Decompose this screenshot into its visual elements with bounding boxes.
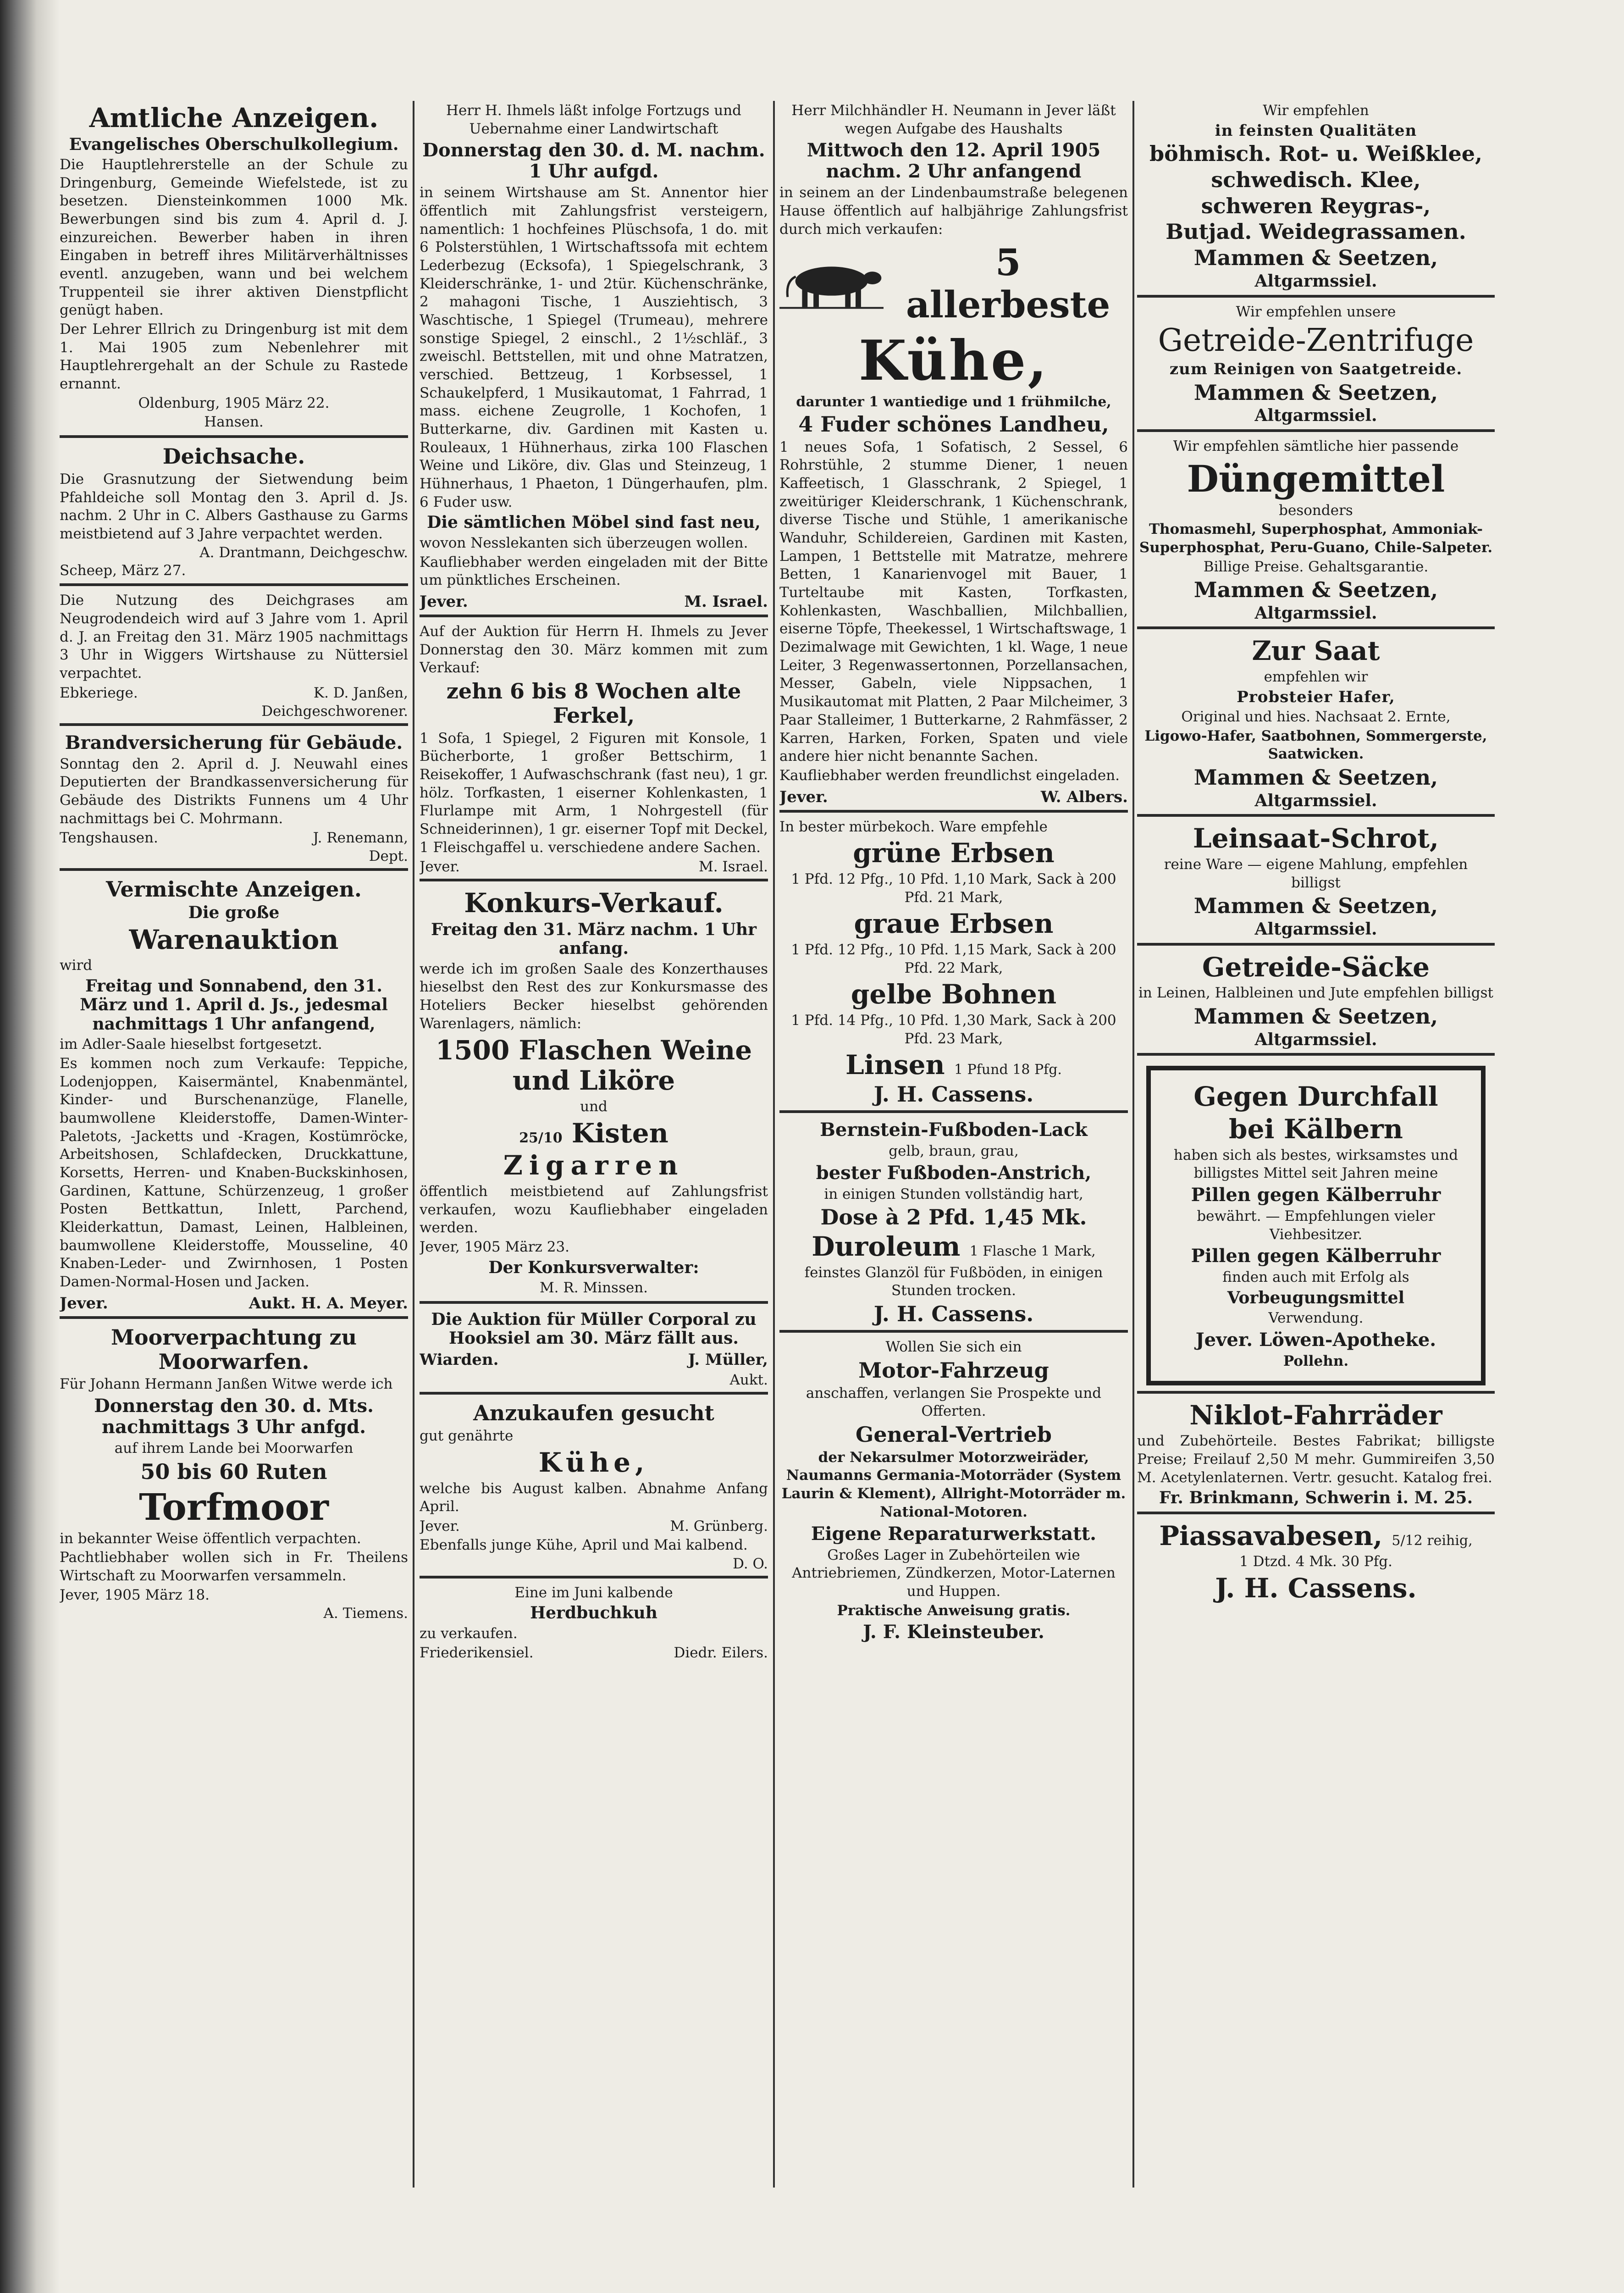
- ad-text: Auf der Auktion für Herrn H. Ihmels zu Jever Donnerstag den 30. März kommen mit zum Verkauf:: [420, 623, 768, 676]
- ad-deichsache: [60, 435, 408, 580]
- ad-headline: bester Fußboden-Anstrich,: [816, 1162, 1092, 1184]
- ad-section-title: Vermischte Anzeigen.: [106, 877, 362, 902]
- firm-name: Mammen & Seetzen,: [1193, 764, 1438, 790]
- ad-niklot: [1137, 1391, 1495, 1508]
- column-1: [60, 101, 408, 1625]
- ad-text: Thomasmehl, Superphosphat, Ammoniak-Superphosphat, Peru-Guano, Chile-Salpeter.: [1139, 521, 1493, 556]
- ad-text: gelb, braun, grau,: [889, 1142, 1019, 1159]
- ad-reference: D. O.: [733, 1555, 768, 1572]
- ad-text: Verwendung.: [1268, 1310, 1364, 1327]
- ad-signature-title: Deichgeschworener.: [261, 703, 408, 720]
- ad-subtitle: zum Reinigen von Saatgetreide.: [1169, 360, 1463, 379]
- ad-text: Für Johann Hermann Janßen Witwe werde ich: [60, 1376, 393, 1393]
- ad-konkurs: [420, 879, 768, 1297]
- ad-signature: J. Müller,: [688, 1351, 768, 1369]
- ad-signature-title: Aukt.: [729, 1372, 768, 1389]
- ad-text: wird: [60, 957, 93, 974]
- ad-title: Leinsaat-Schrot,: [1193, 823, 1439, 854]
- ad-headline: 50 bis 60 Ruten: [140, 1459, 327, 1484]
- ad-brandversicherung: [60, 723, 408, 865]
- ad-headline: Duroleum: [812, 1231, 961, 1263]
- ad-text: zu verkaufen.: [420, 1625, 518, 1642]
- firm-place: Altgarmssiel.: [1254, 406, 1377, 426]
- ad-signature: J. Renemann,: [313, 830, 408, 847]
- ad-neumann: [779, 102, 1128, 806]
- ad-signature: Diedr. Eilers.: [674, 1645, 768, 1662]
- ad-headline-big: Getreide-Zentrifuge: [1158, 322, 1474, 359]
- ad-text: Der Lehrer Ellrich zu Dringenburg ist mit dem 1. Mai 1905 zum Nebenlehrer mit Hauptlehrergehalt an der Schule zu Rastede ernannt.: [60, 321, 408, 393]
- ad-text: Sonntag den 2. April d. J. Neuwahl eines Deputierten der Brandkassenversicherung für Gebäude des Distrikts Funnens um 4 Uhr nachmittags bei C. Mohrmann.: [60, 755, 408, 827]
- ad-signature: A. Drantmann, Deichgeschw.: [199, 544, 408, 561]
- ad-place: Oldenburg, 1905 März 22.: [138, 394, 330, 411]
- ad-place: Jever.: [779, 787, 828, 806]
- ad-place: Wiarden.: [420, 1351, 499, 1369]
- ad-text: der Nekarsulmer Motorzweiräder, Naumanns Germania-Motorräder (System Laurin & Klement), Allright-Motorräder m. National-Motoren.: [781, 1449, 1126, 1520]
- ad-ferkel: [420, 615, 768, 875]
- ad-title: Gegen Durchfall: [1193, 1081, 1438, 1113]
- ad-text: gut genährte: [420, 1428, 514, 1445]
- ad-ihmels: [420, 102, 768, 611]
- ad-signature: A. Tiemens.: [323, 1605, 408, 1622]
- ad-subtitle: Die große: [188, 903, 280, 923]
- ad-subtitle: Evangelisches Oberschulkollegium.: [69, 134, 399, 154]
- ad-title: bei Kälbern: [1229, 1113, 1403, 1145]
- ad-headline: Eigene Reparaturwerkstatt.: [811, 1523, 1097, 1545]
- column-4: [1137, 101, 1495, 1607]
- ad-headline: 5 allerbeste: [906, 241, 1110, 327]
- ad-headline: Linsen: [845, 1049, 945, 1081]
- ad-place: Ebkeriege.: [60, 684, 138, 701]
- ad-motorfahrzeug: [779, 1330, 1128, 1643]
- column-2: [420, 101, 768, 1665]
- ad-date: Donnerstag den 30. d. M. nachm. 1 Uhr aufgd.: [422, 139, 765, 183]
- ad-signature: Aukt. H. A. Meyer.: [249, 1294, 408, 1313]
- ad-fussbodenlack: [779, 1110, 1128, 1326]
- ad-klee: [1137, 102, 1495, 291]
- ad-text: haben sich als bestes, wirksamstes und billigstes Mittel seit Jahren meine: [1173, 1146, 1458, 1182]
- ad-text: in Leinen, Halbleinen und Jute empfehlen billigst: [1138, 985, 1493, 1002]
- column-rule: [773, 101, 775, 2188]
- ad-signature: J. H. Cassens.: [873, 1081, 1034, 1107]
- ad-text: Ebenfalls junge Kühe, April und Mai kalbend.: [420, 1537, 748, 1554]
- ad-herdbuchkuh: [420, 1576, 768, 1662]
- firm-place: Altgarmssiel.: [1254, 919, 1377, 939]
- ad-price: Dose à 2 Pfd. 1,45 Mk.: [820, 1205, 1087, 1230]
- ad-text: Wir empfehlen unsere: [1236, 303, 1396, 320]
- ad-price: 1 Pfd. 12 Pfg., 10 Pfd. 1,10 Mark, Sack à 200 Pfd. 21 Mark,: [791, 870, 1116, 906]
- ad-text: 1 Sofa, 1 Spiegel, 2 Figuren mit Konsole, 1 Bücherborte, 1 großer Bettschirm, 1 Reisekoffer, 1 Aufwaschschrank (fast neu), 1 gr. hölz. Torfkasten, 1 eiserner Kohlenkasten, 1 Flurlampe mit Arm, 1 Nohrgestell (für Schneiderinnen), 1 gr. eiserner Topf mit Deckel, 1 Fleischgaffel u. verschiedene andere Sachen.: [420, 730, 768, 856]
- ad-text: in einigen Stunden vollständig hart,: [824, 1185, 1083, 1202]
- ad-text: in bekannter Weise öffentlich verpachten.: [60, 1530, 361, 1547]
- firm-place: Altgarmssiel.: [1254, 604, 1377, 623]
- ad-headline: 4 Fuder schönes Landheu,: [798, 411, 1109, 437]
- ad-text: In bester mürbekoch. Ware empfehle: [779, 818, 1048, 835]
- ad-title: Deichsache.: [162, 444, 305, 469]
- ad-headline-big: Kühe,: [858, 328, 1049, 393]
- ad-zur-saat: [1137, 626, 1495, 810]
- firm-name: Mammen & Seetzen,: [1193, 1003, 1438, 1029]
- ad-text: auf ihrem Lande bei Moorwarfen: [114, 1440, 354, 1457]
- ad-warenauktion: [60, 868, 408, 1312]
- ad-price: 1 Pfd. 14 Pfg., 10 Pfd. 1,30 Mark, Sack à 200 Pfd. 23 Mark,: [791, 1012, 1116, 1047]
- ad-getreidesaecke: [1137, 943, 1495, 1050]
- ad-text: wovon Nesslekanten sich überzeugen wollen.: [420, 534, 748, 551]
- ad-signature: J. F. Kleinsteuber.: [863, 1621, 1044, 1643]
- ad-text: Kaufliebhaber werden eingeladen mit der Bitte um pünktliches Erscheinen.: [420, 554, 768, 589]
- ad-text: bewährt. — Empfehlungen vieler Viehbesitzer.: [1197, 1207, 1435, 1243]
- column-rule: [413, 101, 414, 2188]
- column-3: [779, 101, 1128, 1646]
- ad-place: Tengshausen.: [60, 830, 158, 847]
- ad-date: Freitag und Sonnabend, den 31. März und 1. April d. Js., jedesmal nachmittags 1 Uhr anfangend,: [80, 976, 388, 1034]
- firm-name: Mammen & Seetzen,: [1193, 380, 1438, 405]
- ad-price: 1 Dtzd. 4 Mk. 30 Pfg.: [1239, 1553, 1392, 1570]
- ad-signature: W. Albers.: [1040, 787, 1128, 806]
- ad-text: Praktische Anweisung gratis.: [837, 1602, 1071, 1619]
- ad-headline: Motor-Fahrzeug: [858, 1357, 1049, 1383]
- firm-place: Altgarmssiel.: [1254, 1030, 1377, 1049]
- ad-text: empfehlen wir: [1264, 669, 1368, 686]
- ad-text: im Adler-Saale hieselbst fortgesetzt.: [60, 1036, 322, 1053]
- ad-headline: Vorbeugungsmittel: [1227, 1288, 1405, 1307]
- ad-date: Jever, 1905 März 18.: [60, 1586, 210, 1603]
- ad-place: Jever.: [60, 1294, 108, 1313]
- ad-signature: M. R. Minssen.: [539, 1279, 648, 1296]
- ad-signature: M. Israel.: [698, 858, 768, 875]
- ad-mueller: [420, 1301, 768, 1389]
- ad-text: in seinem an der Lindenbaumstraße belegenen Hause öffentlich auf halbjährige Zahlungsfrist durch mich verkaufen:: [779, 184, 1128, 238]
- ad-headline: Die Auktion für Müller Corporal zu Hooksiel am 30. März fällt aus.: [431, 1309, 757, 1348]
- ad-place: Jever.: [420, 1518, 460, 1535]
- ad-text: in seinem Wirtshause am St. Annentor hier öffentlich mit Zahlungsfrist versteigern, namentlich: 1 hochfeines Plüschsofa, 1 do. mit 6 Polsterstühlen, 1 Wirtschaftssofa mit echtem Lederbezug (Ecksofa), 1 Spiegelschrank, 3 Kleiderschränke, 1- und 2tür. Küchenschränke, 2 mahagoni Tische, 1 Ausziehtisch, 3 Waschtische, 1 Spiegel (Trumeau), mehrere sonstige Spiegel, 2 einschl., 2 1½schläf., 3 zweischl. Bettstellen, mit und ohne Matratzen, verschied. Bettzeug, 1 Korbsessel, 1 Schaukelpferd, 1 Musikautomat, 1 Fahrrad, 1 mass. eichene Zeugrolle, 1 Kochofen, 1 Butterkarne, div. Gardinen mit Kasten u. Rouleaux, 1 Hühnerhaus, zirka 100 Flaschen Weine und Liköre, div. Glas und Steinzeug, 1 Hühnerhaus, 1 Phaeton, 1 Düngerhaufen, plm. 6 Fuder usw.: [420, 184, 768, 510]
- ad-headline: schwedisch. Klee,: [1211, 167, 1421, 192]
- ad-signature: Hansen.: [204, 414, 264, 431]
- ad-title: Amtliche Anzeigen.: [89, 102, 379, 133]
- ad-date: Jever, 1905 März 23.: [420, 1238, 570, 1255]
- ad-date: Freitag den 31. März nachm. 1 Uhr anfang.: [431, 920, 757, 958]
- ad-place: Jever.: [420, 858, 460, 875]
- ad-date: Mittwoch den 12. April 1905 nachm. 2 Uhr anfangend: [806, 139, 1101, 183]
- ad-headline: grüne Erbsen: [853, 837, 1055, 869]
- column-rule: [1132, 101, 1134, 2188]
- ad-text: Wir empfehlen: [1263, 102, 1369, 119]
- ad-text: Es kommen noch zum Verkaufe: Teppiche, Lodenjoppen, Kaisermäntel, Knabenmäntel, Kinder- und Burschenanzüge, Flanelle, baumwollene Kleiderstoffe, Damen-Winter-Paletots, -Jacketts und -Kragen, Kostümröcke, Arbeitshosen, Schlafdecken, Druckkattune, Korsetts, Herren- und Knaben-Buckskinhosen, Gardinen, Kattune, Schürzenzeug, 1 großer Posten Bettkattun, Inlett, Parchend, Kleiderkattun, Damast, Leinen, Halbleinen, baumwollene Kleiderstoffe, Mousseline, 40 Knaben-Leder- und Zwirnhosen, 1 Posten Damen-Normal-Hosen und Jacken.: [60, 1055, 408, 1290]
- ad-text: Eine im Juni kalbende: [514, 1584, 673, 1601]
- ad-piassava: [1137, 1512, 1495, 1604]
- ad-zentrifuge: [1137, 295, 1495, 426]
- ad-text: welche bis August kalben. Abnahme Anfang April.: [420, 1480, 768, 1515]
- ad-text: Die Grasnutzung der Sietwendung beim Pfahldeiche soll Montag den 3. April d. Js. nachm. 2 Uhr in C. Albers Gasthause zu Garms meistbietend auf 3 Jahre verpachtet werden.: [60, 471, 408, 543]
- ad-headline: Zigarren: [503, 1150, 685, 1181]
- ad-signature-title: Der Konkursverwalter:: [488, 1257, 699, 1277]
- ad-title: Piassavabesen,: [1159, 1520, 1383, 1551]
- ad-text: Großes Lager in Zubehörteilen wie Antriebriemen, Zündkerzen, Motor-Laternen und Huppen.: [792, 1546, 1116, 1600]
- ad-text: reine Ware — eigene Mahlung, empfehlen billigst: [1164, 856, 1468, 891]
- ad-moorverpachtung: [60, 1316, 408, 1622]
- ad-signature: Fr. Brinkmann, Schwerin i. M. 25.: [1159, 1488, 1473, 1508]
- ad-text: 1 neues Sofa, 1 Sofatisch, 2 Sessel, 6 Rohrstühle, 2 stumme Diener, 1 neuen Kaffeetisch, 1 Glasschrank, 2 Spiegel, 1 zweitüriger Kleiderschrank, 1 Küchenschrank, diverse Tische und Stühle, 1 amerikanische Wanduhr, Schildereien, Gardinen mit Kasten, Lampen, 1 Bettstelle mit Matratze, mehrere Betten, 1 Kanarienvogel mit Bauer, 1 Turteltaube mit Kasten, Torfkasten, Kohlenkasten, Waschballien, Milchballien, eiserne Töpfe, Theekessel, 1 Wirtschaftswage, 1 Dezimalwage mit Gewichten, 1 kl. Wage, 1 neue Leiter, 3 Regenwassertonnen, Porzellansachen, Messer, Gabeln, viele Nippsachen, 1 Musikautomat mit Platten, 2 Paar Milcheimer, 3 Paar Stalleimer, 1 Butterkarne, 2 Rahmfässer, 2 Karren, Harken, Forken, Spaten und viele andere hier nicht benannte Sachen.: [779, 438, 1128, 765]
- ad-text: und Zubehörteile. Bestes Fabrikat; billigste Preise; Freilauf 2,50 M mehr. Gummireifen 3,50 M. Acetylenlaternen. Vertr. gesucht. Katalog frei.: [1137, 1433, 1495, 1486]
- ad-title: Zur Saat: [1252, 635, 1380, 667]
- ad-headline: Herdbuchkuh: [530, 1603, 657, 1623]
- firm-name: Mammen & Seetzen,: [1193, 893, 1438, 919]
- firm-place: Altgarmssiel.: [1254, 271, 1377, 291]
- ad-headline-big: Torfmoor: [139, 1485, 329, 1529]
- ad-title: Warenauktion: [129, 924, 339, 955]
- ad-title: Konkurs-Verkauf.: [464, 887, 724, 919]
- firm-name: Mammen & Seetzen,: [1193, 245, 1438, 271]
- ad-subtitle: in feinsten Qualitäten: [1215, 121, 1417, 140]
- ad-place: Friederikensiel.: [420, 1645, 534, 1662]
- ad-title: Moorverpachtung zu Moorwarfen.: [110, 1324, 357, 1374]
- ad-signature: J. H. Cassens.: [873, 1302, 1034, 1327]
- ad-text: Herr Milchhändler H. Neumann in Jever läßt wegen Aufgabe des Haushalts: [791, 102, 1116, 137]
- ad-frame: [1146, 1066, 1486, 1385]
- ad-title: Brandversicherung für Gebäude.: [65, 731, 403, 753]
- ad-headline: schweren Reygras-,: [1201, 193, 1431, 218]
- ad-date: Scheep, März 27.: [60, 562, 186, 579]
- ad-headline: gelbe Bohnen: [851, 979, 1057, 1010]
- ad-leinsaat: [1137, 814, 1495, 939]
- ad-signature-title: Dept.: [369, 848, 408, 865]
- ad-headline: graue Erbsen: [854, 908, 1054, 940]
- ad-signature: Pollehn.: [1283, 1352, 1349, 1369]
- ad-text: Die Nutzung des Deichgrases am Neugrodendeich wird auf 3 Jahre vom 1. April d. J. an Freitag den 31. März 1905 nachmittags 3 Uhr in Wiggers Wirtshause zu Nüttersiel verpachtet.: [60, 592, 408, 682]
- ad-headline: Pillen gegen Kälberruhr: [1191, 1184, 1441, 1206]
- ad-price: 1 Pfund 18 Pfg.: [954, 1062, 1062, 1078]
- ad-headline: Pillen gegen Kälberruhr: [1191, 1245, 1441, 1267]
- ad-date: Donnerstag den 30. d. Mts. nachmittags 3 Uhr anfgd.: [94, 1395, 374, 1438]
- ad-price: 1 Pfd. 12 Pfg., 10 Pfd. 1,15 Mark, Sack à 200 Pfd. 22 Mark,: [791, 941, 1116, 976]
- ad-text: Herr H. Ihmels läßt infolge Fortzugs und Uebernahme einer Landwirtschaft: [446, 102, 742, 137]
- ad-headline: Butjad. Weidegrassamen.: [1166, 219, 1466, 244]
- book-spine: [0, 0, 60, 2293]
- ad-text: Die Hauptlehrerstelle an der Schule zu Dringenburg, Gemeinde Wiefelstede, ist zu besetzen. Diensteinkommen 1000 Mk. Bewerbungen sind bis zum 4. April d. J. einzureichen. Bewerber haben in ihren Eingaben in betreff ihres Militärverhältnisses eventl. anzugeben, wann und bei welchem Truppenteil sie ihrer aktiven Dienstpflicht genügt haben.: [60, 156, 408, 319]
- ad-text: feinstes Glanzöl für Fußböden, in einigen Stunden trocken.: [804, 1264, 1103, 1299]
- ad-title: Anzukaufen gesucht: [473, 1401, 714, 1426]
- ad-signature: M. Grünberg.: [670, 1518, 768, 1535]
- ad-title: General-Vertrieb: [856, 1422, 1052, 1447]
- ad-text: anschaffen, verlangen Sie Prospekte und Offerten.: [806, 1385, 1102, 1420]
- ad-text: Original und hies. Nachsaat 2. Ernte,: [1181, 708, 1451, 725]
- ad-amtliche: [60, 103, 408, 432]
- ad-text: werde ich im großen Saale des Konzerthauses hieselbst den Rest des zur Konkursmasse des Hoteliers Becker hieselbst gehörenden Warenlagers, nämlich:: [420, 960, 768, 1032]
- ad-durchfall: [1137, 1053, 1495, 1385]
- ad-headline: 1500 Flaschen Weine und Liköre: [435, 1034, 752, 1097]
- ad-price: 1 Flasche 1 Mark,: [969, 1243, 1096, 1260]
- ad-text: Wir empfehlen sämtliche hier passende: [1173, 438, 1459, 454]
- ad-signature: M. Israel.: [684, 592, 768, 611]
- ad-text: Billige Preise. Gehaltsgarantie.: [1203, 558, 1429, 575]
- ad-text: besonders: [1279, 502, 1353, 519]
- ad-text: Ligowo-Hafer, Saatbohnen, Sommergerste, Saatwicken.: [1144, 727, 1487, 763]
- ad-text: und: [580, 1098, 608, 1115]
- ad-signature: Jever. Löwen-Apotheke.: [1195, 1329, 1436, 1351]
- ad-title: Niklot-Fahrräder: [1189, 1399, 1442, 1431]
- ad-text: öffentlich meistbietend auf Zahlungsfrist verkaufen, wozu Kaufliebhaber eingeladen werden.: [420, 1183, 768, 1236]
- ad-text: finden auch mit Erfolg als: [1222, 1269, 1409, 1286]
- ad-subtitle: darunter 1 wantiedige und 1 frühmilche,: [796, 394, 1111, 410]
- ad-headline: Die sämtlichen Möbel sind fast neu,: [427, 513, 761, 532]
- firm-name: Mammen & Seetzen,: [1193, 577, 1438, 603]
- ad-place: Jever.: [420, 592, 468, 611]
- ad-text: Pachtliebhaber wollen sich in Fr. Theilens Wirtschaft zu Moorwarfen versammeln.: [60, 1549, 408, 1584]
- ad-fraction: 25/10: [519, 1130, 563, 1146]
- ad-headline: zehn 6 bis 8 Wochen alte Ferkel,: [446, 678, 741, 728]
- ad-title: Bernstein-Fußboden-Lack: [820, 1119, 1088, 1141]
- ad-text: Wollen Sie sich ein: [885, 1339, 1022, 1356]
- ad-signature: K. D. Janßen,: [313, 684, 408, 701]
- ad-headline: Probsteier Hafer,: [1237, 687, 1395, 706]
- ad-text: Kaufliebhaber werden freundlichst eingeladen.: [779, 767, 1120, 784]
- ad-signature: J. H. Cassens.: [1215, 1573, 1417, 1604]
- ad-text: 5/12 reihig,: [1392, 1532, 1473, 1549]
- ad-deichgras: [60, 583, 408, 719]
- ad-headline-big: Düngemittel: [1187, 457, 1445, 500]
- ad-duengemittel: [1137, 429, 1495, 623]
- ad-headline: Kühe,: [538, 1447, 649, 1479]
- ad-title: Getreide-Säcke: [1202, 951, 1430, 983]
- ad-ankauf: [420, 1392, 768, 1572]
- ad-headline: böhmisch. Rot- u. Weißklee,: [1149, 141, 1483, 166]
- ad-erbsen: [779, 810, 1128, 1107]
- cow-icon: [779, 256, 884, 311]
- ad-headline: Kisten: [571, 1117, 668, 1149]
- firm-place: Altgarmssiel.: [1254, 791, 1377, 810]
